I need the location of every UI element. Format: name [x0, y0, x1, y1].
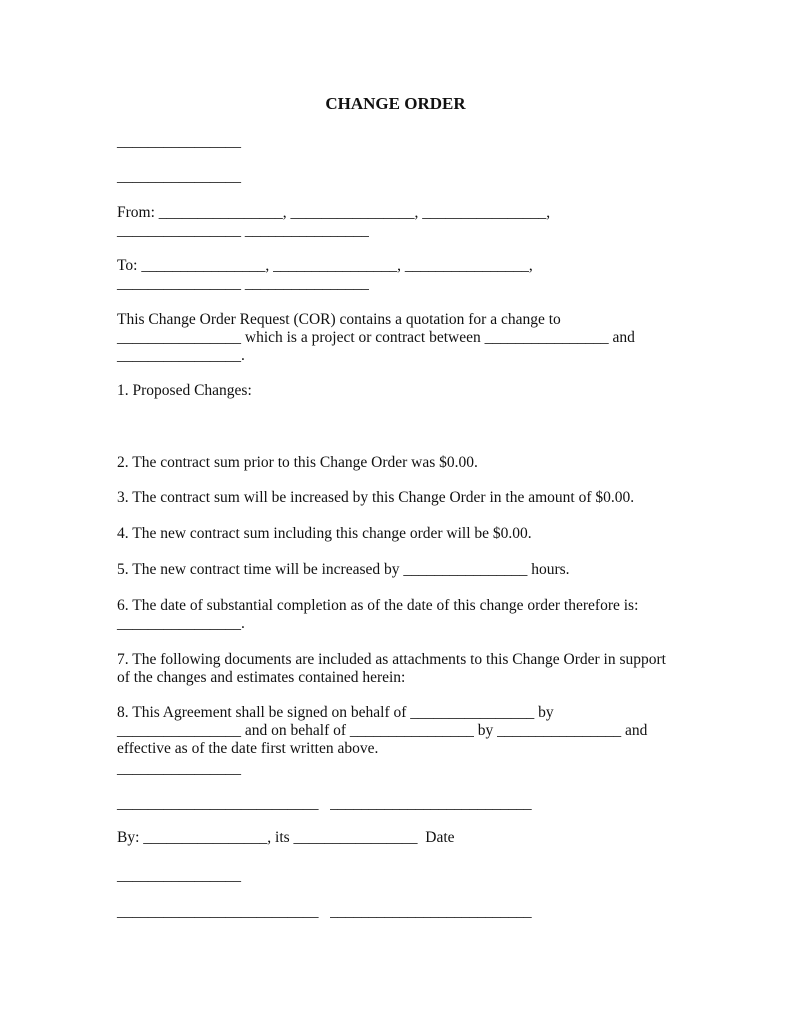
- cor-paragraph-line-1: This Change Order Request (COR) contains a quotation for a change to: [117, 311, 561, 328]
- to-line-2: ________________ ________________: [117, 275, 369, 292]
- cor-paragraph-line-2: ________________ which is a project or contract between ________________ and: [117, 329, 635, 346]
- item-1-proposed-changes: 1. Proposed Changes:: [117, 382, 252, 399]
- item-3-contract-increase: 3. The contract sum will be increased by this Change Order in the amount of $0.00.: [117, 489, 635, 506]
- signature-party-line-2: ________________: [117, 867, 241, 884]
- signature-party-line-1: ________________: [117, 760, 241, 777]
- signature-lines-1: __________________________ __________________________: [117, 795, 532, 812]
- item-5-contract-time: 5. The new contract time will be increased by ________________ hours.: [117, 561, 570, 578]
- item-6-completion-line-2: ________________.: [117, 615, 245, 632]
- item-2-prior-contract-sum: 2. The contract sum prior to this Change Order was $0.00.: [117, 454, 478, 471]
- by-its-date-line: By: ________________, its ________________ Date: [117, 829, 455, 846]
- item-7-attachments-line-1: 7. The following documents are included as attachments to this Change Order in support: [117, 651, 666, 668]
- document-title: CHANGE ORDER: [325, 94, 466, 113]
- signature-lines-2: __________________________ __________________________: [117, 903, 532, 920]
- from-line-2: ________________ ________________: [117, 222, 369, 239]
- cor-paragraph-line-3: ________________.: [117, 347, 245, 364]
- item-8-agreement-line-3: effective as of the date first written above.: [117, 740, 379, 757]
- item-4-new-contract-sum: 4. The new contract sum including this change order will be $0.00.: [117, 525, 532, 542]
- blank-line-2: ________________: [117, 168, 241, 185]
- to-line-1: To: ________________, ________________, ________________,: [117, 257, 533, 274]
- from-line-1: From: ________________, ________________, ________________,: [117, 204, 551, 221]
- blank-line-1: ________________: [117, 133, 241, 150]
- item-8-agreement-line-2: ________________ and on behalf of ________________ by ________________ and: [117, 722, 648, 739]
- item-6-completion-line-1: 6. The date of substantial completion as of the date of this change order therefore is:: [117, 597, 639, 614]
- item-7-attachments-line-2: of the changes and estimates contained herein:: [117, 669, 406, 686]
- item-8-agreement-line-1: 8. This Agreement shall be signed on behalf of ________________ by: [117, 704, 554, 721]
